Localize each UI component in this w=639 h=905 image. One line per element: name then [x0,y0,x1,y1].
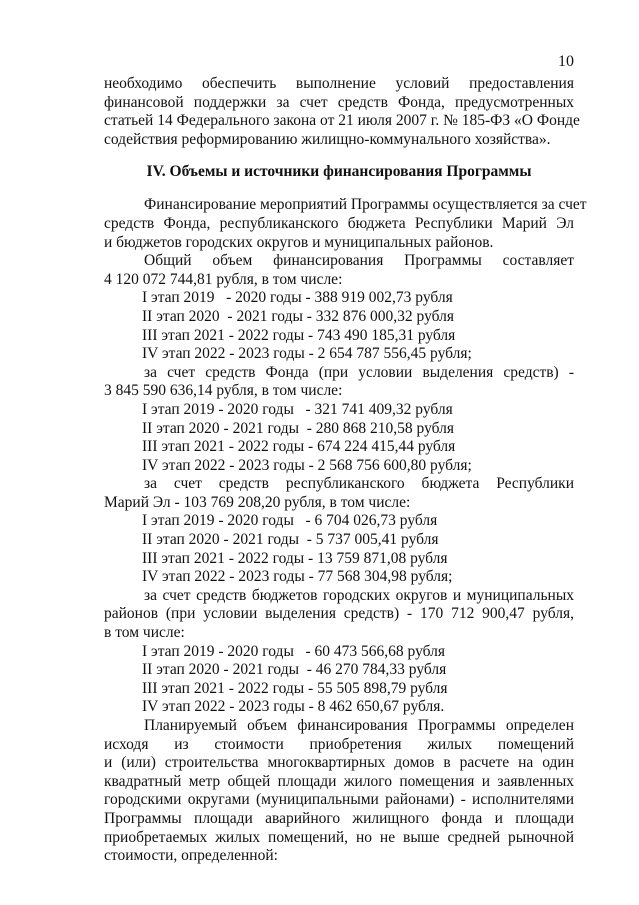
text-line: необходимо обеспечить выполнение условий предоставления [104,75,574,92]
stage-line: III этап 2021 - 2022 годы - 674 224 415,44 рубля [142,438,456,456]
stage-line: II этап 2020 - 2021 годы - 46 270 784,33 рубля [142,661,447,679]
text-line: и бюджетов городских округов и муниципальных районов. [104,233,494,251]
intro-paragraph [104,75,580,149]
text-line: в том числе: [104,624,185,642]
stage-line: I этап 2019 - 2020 годы - 6 704 026,73 рубля [142,512,438,530]
text-line: за счет средств бюджетов городских округов и муниципальных [144,586,574,604]
text-line: статьей 14 Федерального закона от 21 июля 2007 г. № 185-ФЗ «О Фонде [104,112,580,130]
text-line: и (или) строительства многоквартирных домов в расчете на один [104,754,574,772]
text-line: средств Фонда, республиканского бюджета Республики Марий Эл [104,214,574,232]
text-line: городскими округами (муниципальными районами) - исполнителями [104,791,574,809]
text-line: Марий Эл - 103 769 208,20 рубля, в том числе: [104,493,411,511]
text-line: приобретаемых жилых помещений, но не выше средней рыночной [104,828,574,846]
text-line: Программы площади аварийного жилищного фонда и площади [104,809,574,827]
stage-line: III этап 2021 - 2022 годы - 743 490 185,31 рубля [142,326,456,344]
text-line: содействия реформированию жилищно-коммунального хозяйства». [104,130,551,148]
stage-line: II этап 2020 - 2021 годы - 280 868 210,58 рубля [142,419,455,437]
text-line: Общий объем финансирования Программы составляет [144,252,574,270]
total-funding [104,252,574,364]
stage-line: IV этап 2022 - 2023 годы - 2 654 787 556,45 рубля; [142,345,472,363]
page-number: 10 [558,53,574,70]
stage-line: IV этап 2022 - 2023 годы - 8 462 650,67 рубля. [142,698,445,716]
text-line: исходя из стоимости приобретения жилых помещений [104,735,574,753]
planned-paragraph [104,717,574,866]
spacer [104,149,574,162]
text-line: районов (при условии выделения средств) - 170 712 900,47 рубля, [104,605,574,623]
text-line: 4 120 072 744,81 рубля, в том числе: [104,270,343,288]
text-line: Планируемый объем финансирования Программы определен [144,717,574,734]
text-line: стоимости, определенной: [104,847,278,865]
stage-line: I этап 2019 - 2020 годы - 321 741 409,32 рубля [142,400,453,418]
text-line: квадратный метр общей площади жилого помещения и заявленных [104,772,574,790]
fund-funding [104,364,574,476]
stage-line: I этап 2019 - 2020 годы - 388 919 002,73 рубля [142,289,453,307]
text-line: за счет средств республиканского бюджета Республики [144,475,574,493]
republic-funding [104,475,574,587]
text-line: финансовой поддержки за счет средств Фонда, предусмотренных [104,93,574,111]
text-line: 3 845 590 636,14 рубля, в том числе: [104,382,343,400]
stage-line: II этап 2020 - 2021 годы - 332 876 000,32 рубля [142,307,455,325]
funding-paragraph [104,196,587,252]
stage-line: III этап 2021 - 2022 годы - 55 505 898,79 рубля [142,679,448,697]
stage-line: II этап 2020 - 2021 годы - 5 737 005,41 рубля [142,531,439,549]
stage-line: IV этап 2022 - 2023 годы - 77 568 304,98 рубля; [142,568,453,586]
stage-line: IV этап 2022 - 2023 годы - 2 568 756 600,80 рубля; [142,456,472,474]
stage-line: I этап 2019 - 2020 годы - 60 473 566,68 рубля [142,642,445,660]
text-line: за счет средств Фонда (при условии выделения средств) - [144,363,574,381]
section-heading: IV. Объемы и источники финансирования Программы [146,163,532,181]
stage-line: III этап 2021 - 2022 годы - 13 759 871,08 рубля [142,549,448,567]
municipal-funding [104,587,574,717]
text-line: Финансирование мероприятий Программы осуществляется за счет [144,196,587,214]
spacer [104,182,574,196]
document-body [104,75,587,866]
